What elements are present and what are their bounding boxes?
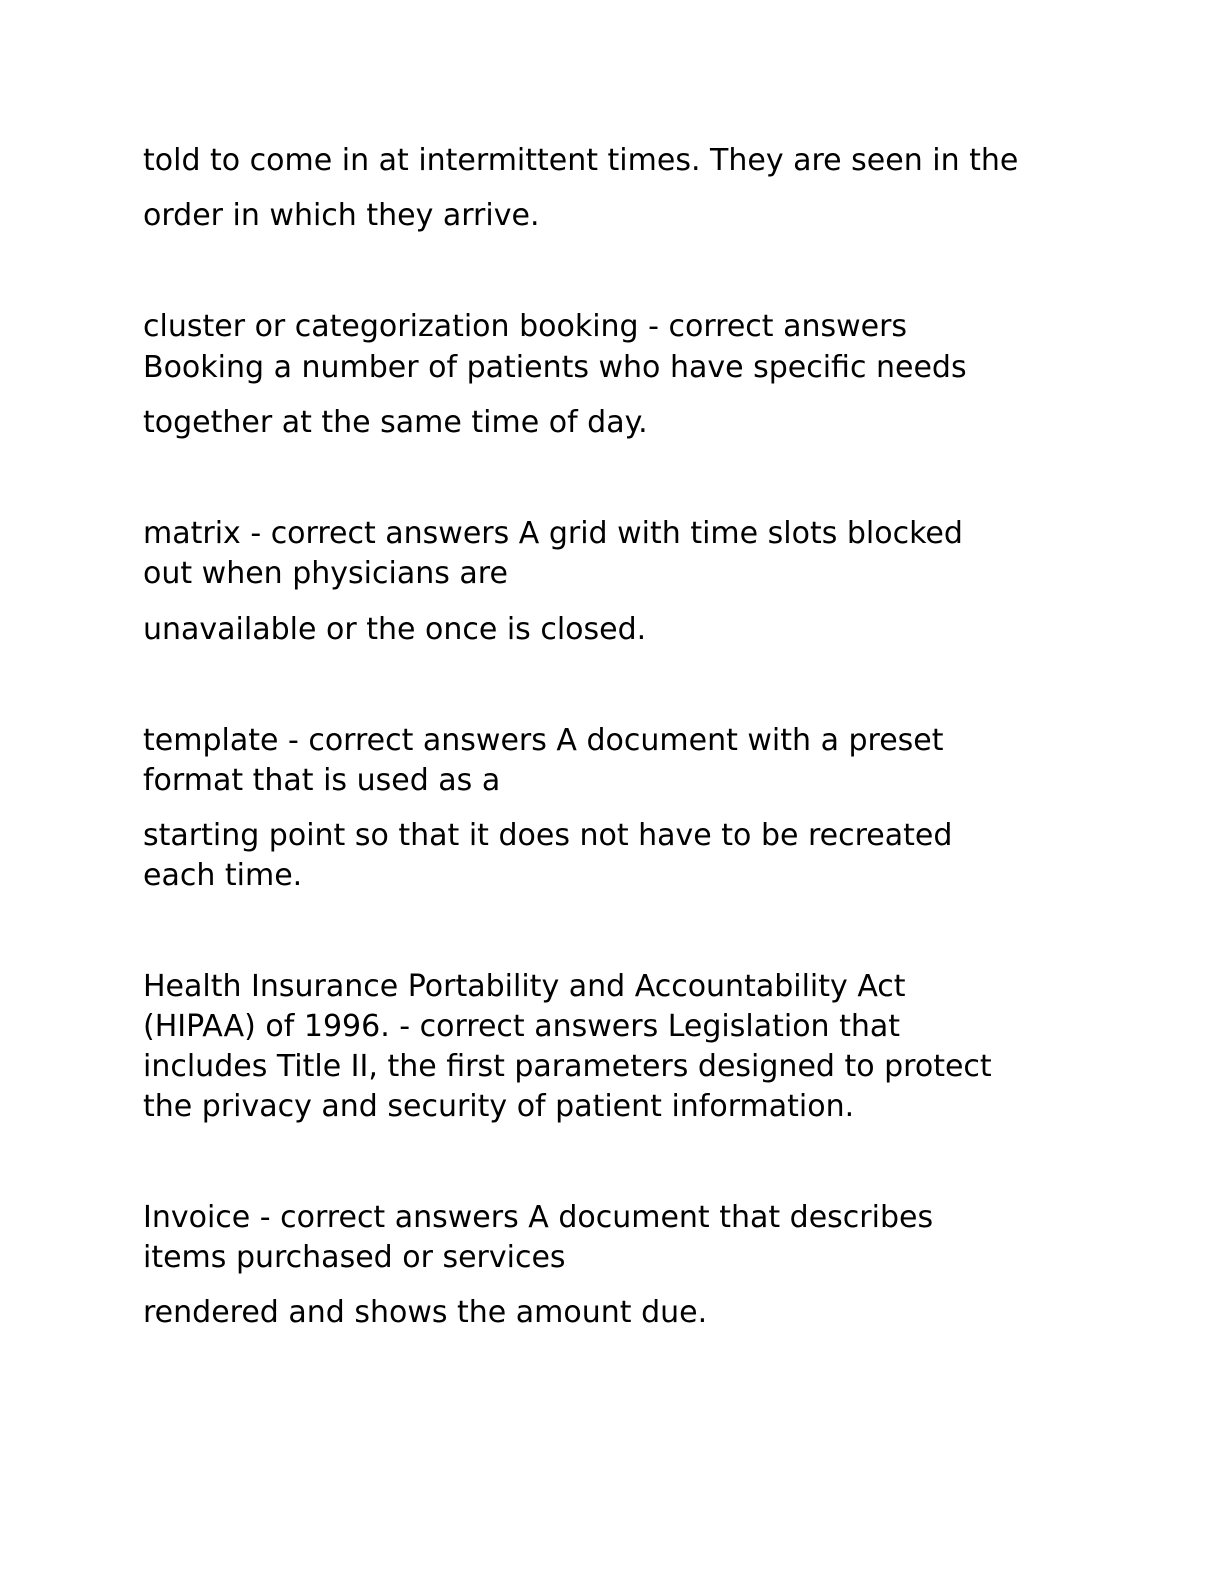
text-line: out when physicians are <box>143 556 508 591</box>
text-line: includes Title II, the first parameters designed to protect <box>143 1049 992 1084</box>
text-line: cluster or categorization booking - correct answers <box>143 309 908 344</box>
text-line: Health Insurance Portability and Accountability Act <box>143 969 906 1004</box>
text-line: Invoice - correct answers A document that describes <box>143 1200 934 1235</box>
text-line: Booking a number of patients who have specific needs <box>143 350 967 385</box>
text-line: the privacy and security of patient information. <box>143 1089 855 1124</box>
text-line: unavailable or the once is closed. <box>143 612 647 647</box>
text-line: starting point so that it does not have to be recreated <box>143 818 953 853</box>
text-line: template - correct answers A document with a preset <box>143 723 944 758</box>
text-line: format that is used as a <box>143 763 501 798</box>
text-line: each time. <box>143 858 303 893</box>
text-line: told to come in at intermittent times. They are seen in the <box>143 143 1019 178</box>
text-line: items purchased or services <box>143 1240 566 1275</box>
text-line: (HIPAA) of 1996. - correct answers Legislation that <box>143 1009 901 1044</box>
text-line: matrix - correct answers A grid with time slots blocked <box>143 516 963 551</box>
text-line: order in which they arrive. <box>143 198 540 233</box>
text-line: rendered and shows the amount due. <box>143 1295 708 1330</box>
text-line: together at the same time of day. <box>143 405 648 440</box>
